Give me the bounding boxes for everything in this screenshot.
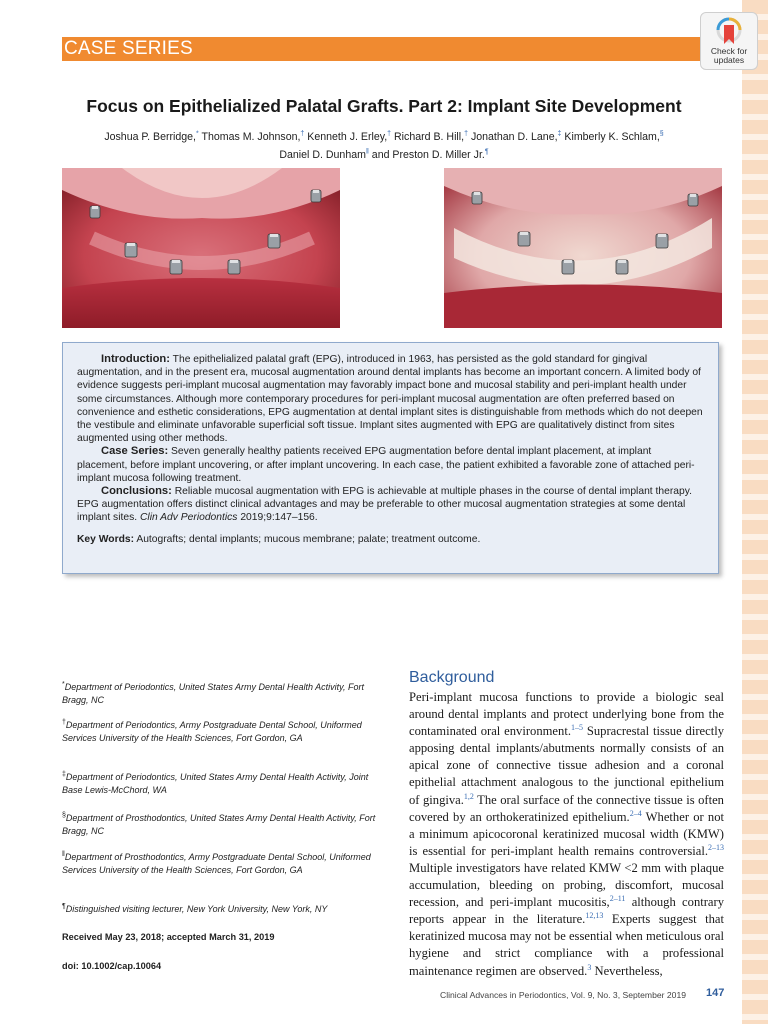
author-list (70, 126, 698, 163)
citation-link[interactable]: 12,13 (585, 911, 604, 921)
citation-link[interactable]: 3 (587, 962, 592, 972)
citation-link[interactable]: 2–4 (629, 808, 642, 818)
author: Jonathan D. Lane,‡ (470, 130, 562, 143)
affiliation: †Department of Periodontics, Army Postgraduate Dental School, Uniformed Services University of the Health Sciences, Fort Gordon, GA (62, 719, 362, 743)
citation-link[interactable]: 1–5 (570, 723, 583, 732)
abstract-conclusions: Conclusions: Reliable mucosal augmentation with EPG is achievable at multiple phases in the course of dental implant therapy. EPG augmentation offers distinct clinical advantages and may be preferable to other mucosal augmentation strategies at some dental implant sites. Clin Adv Periodontics 2019;9:147–156. (77, 485, 692, 524)
received-dates: Received May 23, 2018; accepted March 31, 2019 (62, 932, 275, 942)
citation-link[interactable]: 2–13 (708, 842, 724, 852)
affiliation: ‡Department of Periodontics, United States Army Dental Health Activity, Joint Base Lewis-McChord, WA (62, 771, 369, 795)
background-heading: Background (409, 669, 495, 686)
author: Joshua P. Berridge,* (104, 130, 199, 143)
footer-journal: Clinical Advances in Periodontics, Vol. 9, No. 3, September 2019 (440, 990, 687, 1000)
background-paragraph: Peri-implant mucosa functions to provide a biologic seal around dental implants and protect underlying bone from the contaminated oral environment.$^{1-5}$ Supracrestal tissue directly apposing dental implants/abutments normally consists of an apical zone of connective tissue adhesion and a coronal epithelial attachment analogous to the junctional epithelium of gingiva.$^{1,2}$ The oral surface of the connective tissue is often covered by an orthokeratinized epithelium.$^{2-4}$ Whether or not a minimum apicocoronal keratinized mucosal width (KMW) is essential for peri-implant health remains controversial.$^{2-13}$ Multiple investigators have related KMW <2 mm with plaque accumulation, bleeding on probing, discomfort, mucosal recession, and peri-implant mucositis,$^{2-11}$ although contrary reports appear in the literature.$^{12,13}$ Experts suggest that keratinized mucosa may not be essential when meticulous oral hygiene and strict compliance with a professional maintenance regimen are observed.$^3$ Nevertheless, (409, 690, 725, 978)
citation-link[interactable]: 2–11 (609, 893, 626, 903)
author: and Preston D. Miller Jr.¶ (371, 148, 489, 162)
author: Thomas M. Johnson,† (201, 130, 305, 143)
section-banner (62, 37, 744, 61)
affiliation: *Department of Periodontics, United States Army Dental Health Activity, Fort Bragg, NC (62, 681, 365, 705)
abstract-box (62, 342, 719, 574)
clinical-photo-after (444, 168, 722, 328)
check-for-updates-button[interactable] (700, 12, 758, 70)
check-for-updates-label: Check for updates (710, 46, 748, 65)
author: Kenneth J. Erley,† (307, 130, 392, 143)
citation-link[interactable]: 1,2 (463, 791, 474, 801)
clinical-photo-before (62, 168, 340, 328)
author: Kimberly K. Schlam,§ (564, 130, 664, 143)
page-number: 147 (706, 987, 725, 999)
abstract-introduction: Introduction: The epithelialized palatal graft (EPG), introduced in 1963, has persisted as the gold standard for gingival augmentation, and in the present era, mucosal augmentation around dental implants has become an important concern. A limited body of evidence suggests peri-implant mucosal augmentation may favorably impact bone and mucosal stability and peri-implant health under some circumstances. Although more contemporary procedures for peri-implant mucosal augmentation are often preferred based on convenience and esthetic considerations, EPG augmentation at dental implant sites is distinguishable from methods which do not deepen the vestibule and eliminate unfavorable superficial soft tissue. Implant sites augmented with EPG are qualitatively distinct from sites augmented using other methods. (77, 353, 703, 445)
author: Daniel D. Dunham‖ (279, 148, 369, 162)
bookmark-icon (716, 17, 742, 47)
affiliation: ¶Distinguished visiting lecturer, New York University, New York, NY (62, 903, 328, 914)
doi-link[interactable]: doi: 10.1002/cap.10064 (62, 961, 162, 971)
affiliation: §Department of Prosthodontics, United States Army Dental Health Activity, Fort Bragg, NC (62, 812, 376, 836)
author: Richard B. Hill,† (394, 130, 468, 143)
page-edge-stripe (742, 0, 768, 1024)
article-title: Focus on Epithelialized Palatal Grafts. Part 2: Implant Site Development (86, 96, 682, 116)
abstract-keywords: Key Words: Autografts; dental implants; mucous membrane; palate; treatment outcome. (77, 533, 481, 545)
banner-label: CASE SERIES (64, 38, 193, 59)
abstract-case-series: Case Series: Seven generally healthy patients received EPG augmentation before dental implant placement, at implant placement, before implant uncovering, or after implant uncovering. In each case, the patient exhibited a favorable zone of attached peri-implant mucosa following treatment. (77, 445, 695, 484)
affiliation: ‖Department of Prosthodontics, Army Postgraduate Dental School, Uniformed Services University of the Health Sciences, Fort Gordon, GA (62, 851, 371, 875)
